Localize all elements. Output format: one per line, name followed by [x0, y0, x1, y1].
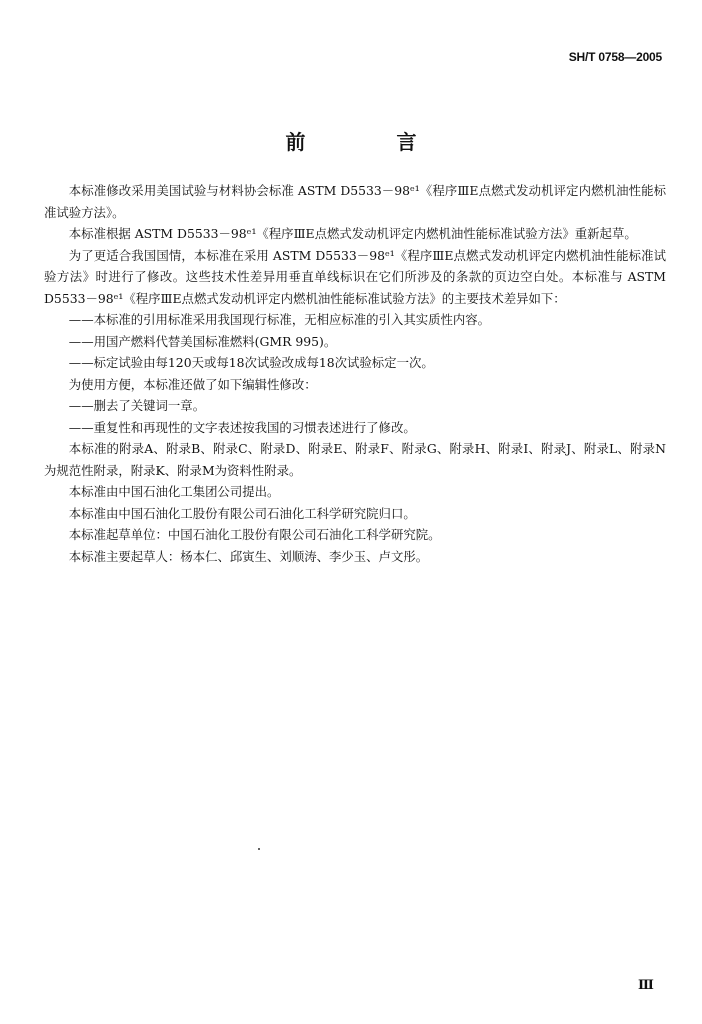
page-title: 前 言: [285, 130, 459, 154]
list-item: ——标定试验由每120天或每18次试验改成每18次试验标定一次。: [68, 355, 434, 370]
document-code: SH/T 0758—2005: [568, 50, 662, 64]
list-item: ——用国产燃料代替美国标准燃料(GMR 995)。: [68, 333, 337, 349]
paragraph: 本标准修改采用美国试验与材料协会标准 ASTM D5533－98ᵉ¹《程序ⅢE点燃式发动机评定内燃机油性能标准试验方法》。: [44, 183, 666, 220]
paragraph: 为使用方便，本标准还做了如下编辑性修改：: [68, 376, 317, 392]
paragraph: 本标准主要起草人：杨本仁、邱寅生、刘顺涛、李少玉、卢文彤。: [68, 548, 429, 564]
scan-speck: [258, 848, 260, 850]
paragraph: 本标准由中国石油化工集团公司提出。: [68, 484, 280, 499]
page-number: Ⅲ: [638, 978, 654, 993]
list-item: ——本标准的引用标准采用我国现行标准，无相应标准的引入其实质性内容。: [68, 312, 491, 327]
paragraph: 本标准起草单位：中国石油化工股份有限公司石油化工科学研究院。: [68, 527, 441, 542]
list-item: ——重复性和再现性的文字表述按我国的习惯表述进行了修改。: [68, 419, 416, 435]
foreword-body: [44, 180, 666, 567]
paragraph: 本标准根据 ASTM D5533－98ᵉ¹《程序ⅢE点燃式发动机评定内燃机油性能标准试验方法》重新起草。: [68, 226, 637, 241]
paragraph: 本标准由中国石油化工股份有限公司石油化工科学研究院归口。: [68, 505, 416, 521]
paragraph: 为了更适合我国国情，本标准在采用 ASTM D5533－98ᵉ¹《程序ⅢE点燃式发动机评定内燃机油性能标准试验方法》时进行了修改。这些技术性差异用垂直单线标识在它们所涉及的条款的页边空白处。本标准与 ASTM D5533－98ᵉ¹《程序ⅢE点燃式发动机评定内燃机油性能标准试验方法》的主要技术差异如下：: [44, 247, 666, 306]
paragraph: 本标准的附录A、附录B、附录C、附录D、附录E、附录F、附录G、附录H、附录I、附录J、附录L、附录N为规范性附录，附录K、附录M为资料性附录。: [44, 441, 666, 478]
list-item: ——删去了关键词一章。: [68, 398, 206, 413]
